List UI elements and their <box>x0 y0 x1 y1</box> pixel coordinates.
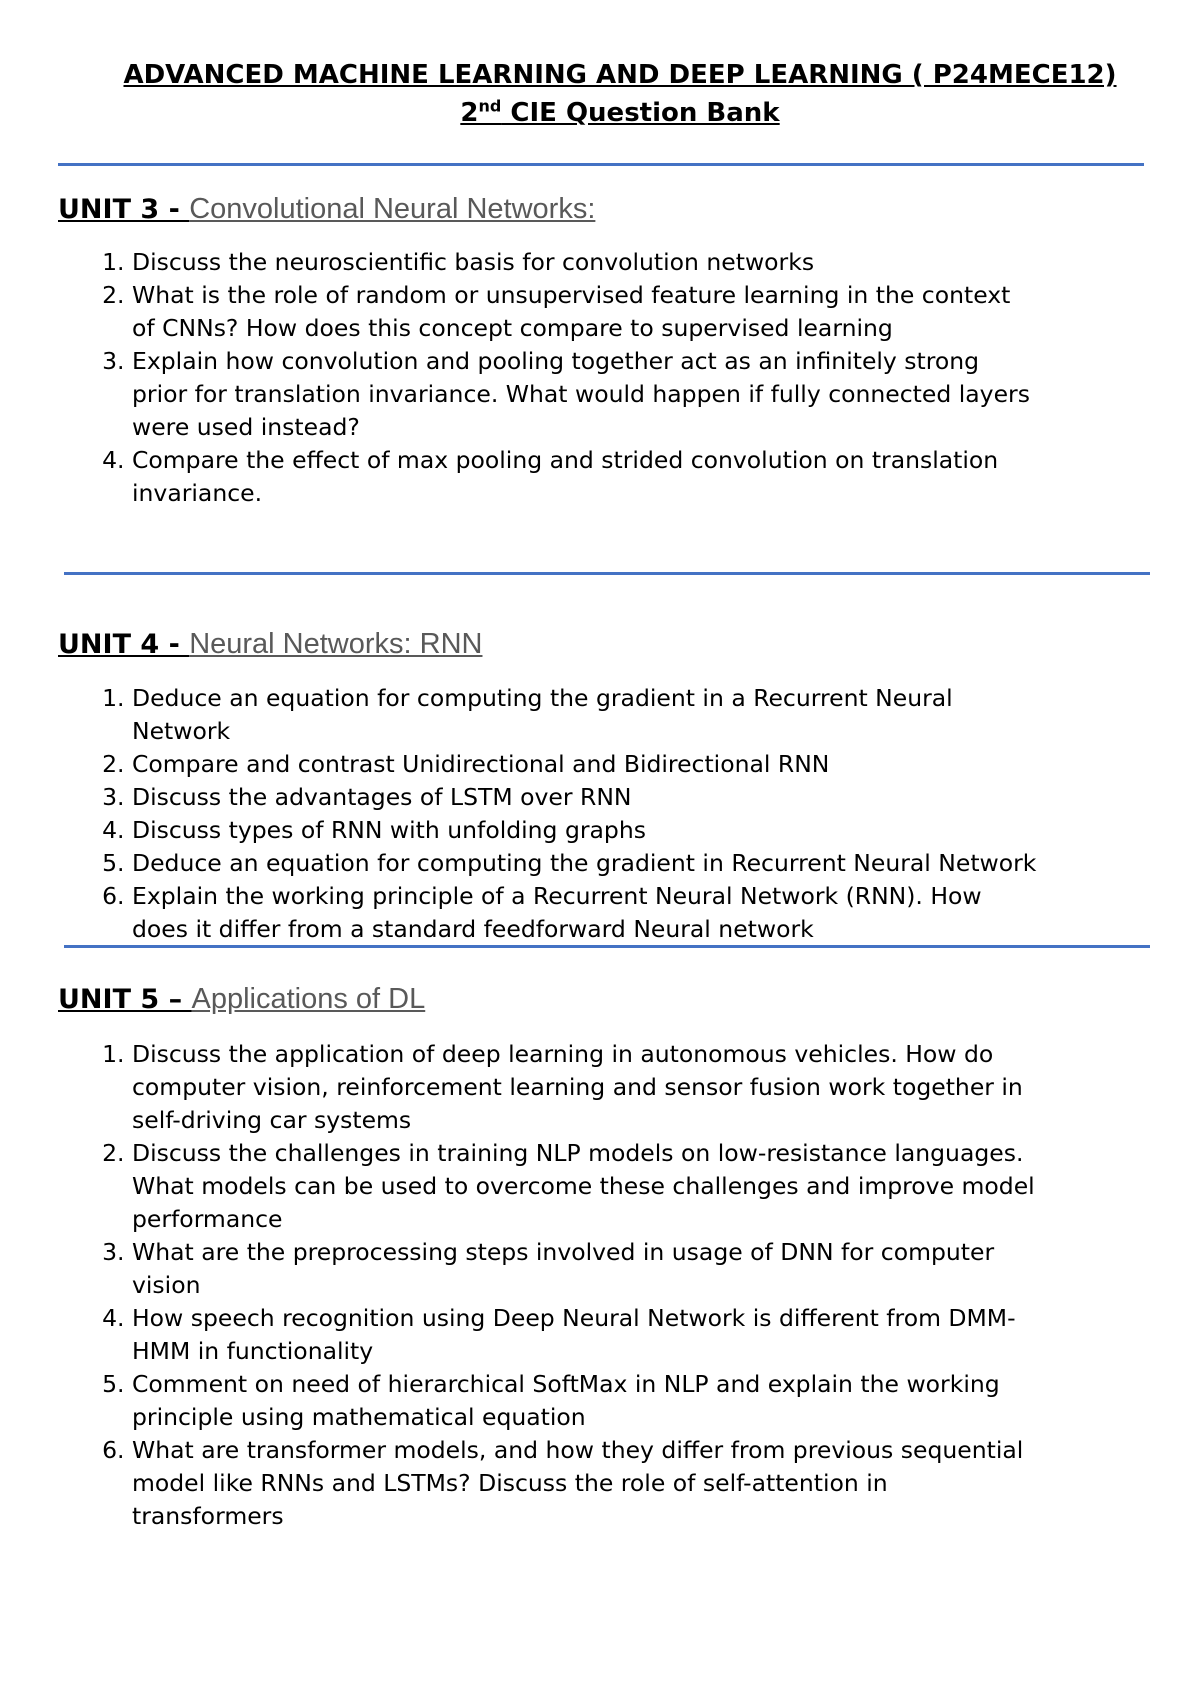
question-item: 6. Explain the working principle of a Recurrent Neural Network (RNN). How does it differ from a standard feedforward Neural network <box>132 880 1040 946</box>
question-item: 5. Comment on need of hierarchical SoftMax in NLP and explain the working principle using mathematical equation <box>132 1368 1040 1434</box>
question-item: 3. Explain how convolution and pooling together act as an infinitely strong prior for translation invariance. What would happen if fully connected layers were used instead? <box>132 345 1040 444</box>
question-item: 2. Compare and contrast Unidirectional and Bidirectional RNN <box>132 748 1040 781</box>
question-item: 4. Compare the effect of max pooling and strided convolution on translation invariance. <box>132 444 1040 510</box>
question-item: 5. Deduce an equation for computing the gradient in Recurrent Neural Network <box>132 847 1040 880</box>
unit-label: UNIT 4 - <box>58 629 190 660</box>
divider-rule <box>64 945 1150 948</box>
unit-5-question-list <box>0 1038 1040 1533</box>
question-item: 2. What is the role of random or unsupervised feature learning in the context of CNNs? How does this concept compare to supervised learning <box>132 279 1040 345</box>
divider-rule <box>58 163 1144 166</box>
question-item: 3. What are the preprocessing steps involved in usage of DNN for computer vision <box>132 1236 1040 1302</box>
unit-3-heading <box>58 192 595 227</box>
ordinal-suffix: nd <box>478 96 502 116</box>
question-item: 1. Discuss the neuroscientific basis for convolution networks <box>132 246 1040 279</box>
question-item: 2. Discuss the challenges in training NLP models on low-resistance languages. What models can be used to overcome these challenges and improve model performance <box>132 1137 1040 1236</box>
question-item: 3. Discuss the advantages of LSTM over RNN <box>132 781 1040 814</box>
unit-topic: Neural Networks: RNN <box>189 628 483 660</box>
question-item: 1. Discuss the application of deep learning in autonomous vehicles. How do computer vision, reinforcement learning and sensor fusion work together in self-driving car systems <box>132 1038 1040 1137</box>
title-line-2 <box>0 94 1200 132</box>
unit-topic: Applications of DL <box>191 983 426 1015</box>
question-item: 1. Deduce an equation for computing the gradient in a Recurrent Neural Network <box>132 682 1040 748</box>
unit-5-heading <box>58 982 425 1017</box>
question-item: 6. What are transformer models, and how they differ from previous sequential model like RNNs and LSTMs? Discuss the role of self-attention in transformers <box>132 1434 1040 1533</box>
document-title <box>0 56 1200 132</box>
unit-label: UNIT 5 – <box>58 984 192 1015</box>
divider-rule <box>64 572 1150 575</box>
cie-number: 2 <box>460 98 479 128</box>
question-bank-label: CIE Question Bank <box>501 98 780 128</box>
unit-topic: Convolutional Neural Networks: <box>189 193 596 225</box>
course-title: ADVANCED MACHINE LEARNING AND DEEP LEARNING ( P24MECE12) <box>123 60 1117 90</box>
question-item: 4. Discuss types of RNN with unfolding graphs <box>132 814 1040 847</box>
question-bank-title <box>460 98 779 128</box>
question-item: 4. How speech recognition using Deep Neural Network is different from DMM-HMM in functionality <box>132 1302 1040 1368</box>
unit-label: UNIT 3 - <box>58 194 190 225</box>
title-line-1 <box>0 56 1200 94</box>
unit-4-question-list <box>0 682 1040 946</box>
unit-3-question-list <box>0 246 1040 510</box>
unit-4-heading <box>58 627 482 662</box>
